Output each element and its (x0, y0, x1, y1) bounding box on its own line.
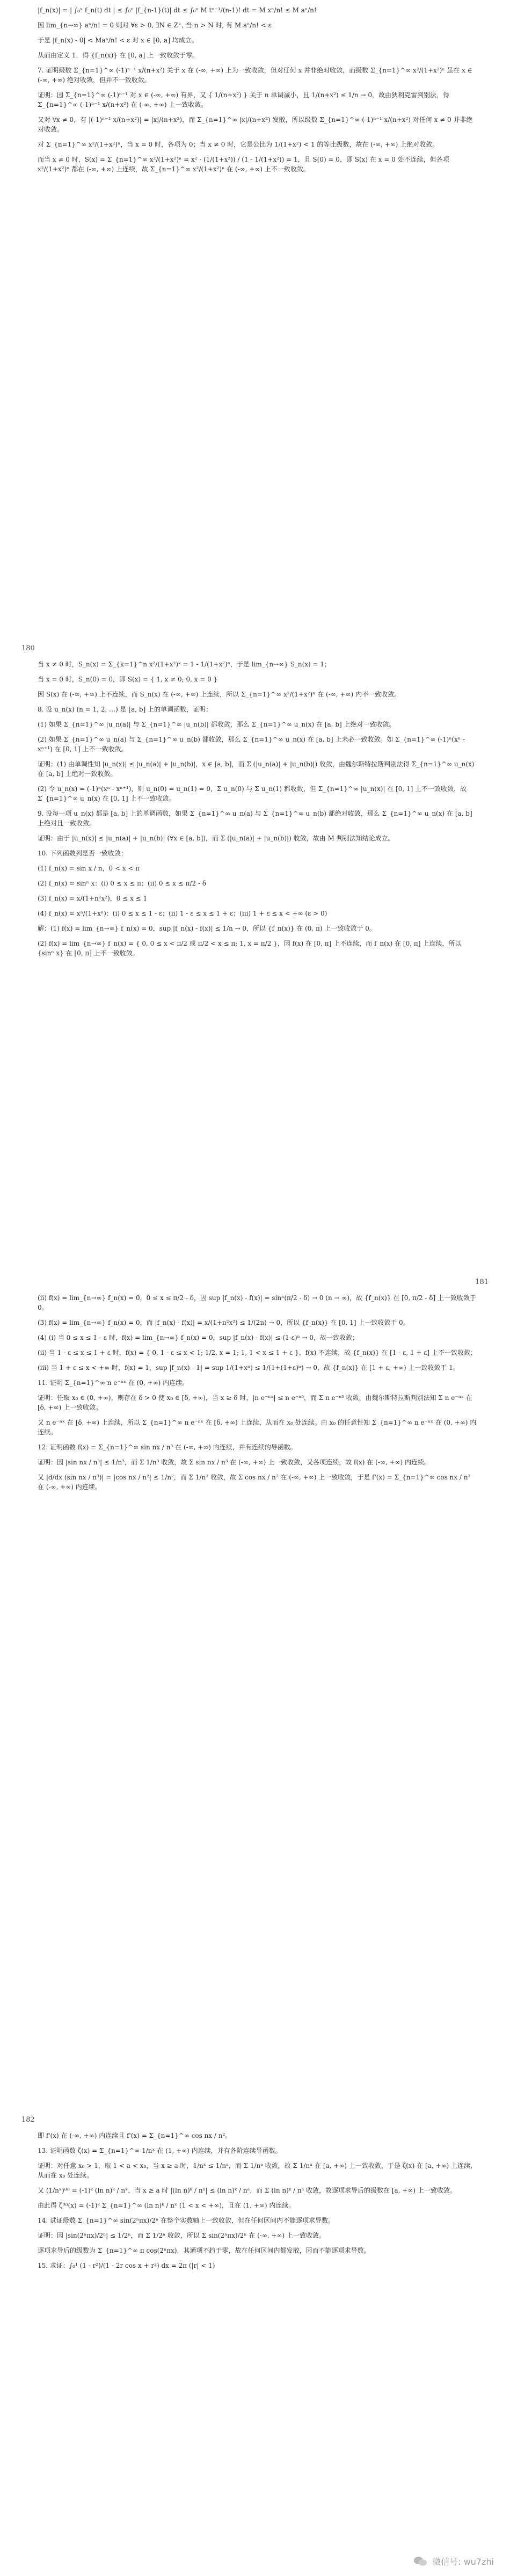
paragraph: 10. 下列函数列是否一致收敛： (38, 850, 127, 857)
paragraph: 证明：由于 |u_n(x)| ≤ |u_n(a)| + |u_n(b)| (∀x ∈ [a, b])，而 Σ (|u_n(a)| + |u_n(b)|) 收敛，故由 M 判别法知结论成立。 (38, 835, 395, 842)
paragraph: 证明：因 |sin(2ⁿπx)/2ⁿ| ≤ 1/2ⁿ，而 Σ 1/2ⁿ 收敛，所以 Σ sin(2ⁿπx)/2ⁿ 在 (-∞, +∞) 上一致收敛。 (38, 2232, 326, 2239)
paragraph: 因 lim_{n→∞} aⁿ/n! = 0 则对 ∀ε > 0, ∃N ∈ Z⁺, 当 n > N 时, 有 M aⁿ/n! < ε (38, 21, 272, 29)
paragraph: (1) 如果 Σ_{n=1}^∞ |u_n(a)| 与 Σ_{n=1}^∞ |u_n(b)| 都收敛，那么 Σ_{n=1}^∞ u_n(x) 在 [a, b] 上绝对一致收敛。 (38, 721, 396, 728)
paragraph: (2) 如果 Σ_{n=1}^∞ u_n(a) 与 Σ_{n=1}^∞ u_n(b) 都收敛，那么 Σ_{n=1}^∞ u_n(x) 在 [a, b] 上未必一致收敛。如 Σ_{n=1}^∞ (-1)ⁿ(xⁿ - xⁿ⁺¹) 在 [0, 1] 上不一致收敛。 (38, 736, 467, 753)
paragraph: 又对 ∀x ≠ 0，有 |(-1)ⁿ⁻¹ x/(n+x²)| = |x|/(n+x²)，而 Σ_{n=1}^∞ |x|/(n+x²) 发散，所以级数 Σ_{n=1}^∞ (-1)ⁿ⁻¹ x/(n+x²) 对任何 x ≠ 0 并非绝对收敛。 (38, 116, 473, 133)
paragraph: |f_n(x)| = | ∫₀ˣ f_n(t) dt | ≤ ∫₀ˣ |f_{n-1}(t)| dt ≤ ∫₀ˣ M tⁿ⁻¹/(n-1)! dt = M xⁿ/n! ≤ M aⁿ/n! (38, 6, 317, 14)
page-181 (0, 1278, 510, 1815)
paragraph: 11. 证明 Σ_{n=1}^∞ n e⁻ⁿˣ 在 (0, +∞) 内连续。 (38, 1379, 189, 1387)
page-181-content (38, 1293, 478, 1497)
paragraph: 证明：任取 x₀ ∈ (0, +∞)，则存在 δ > 0 使 x₀ ∈ [δ, +∞)，当 x ≥ δ 时，|n e⁻ⁿˣ| ≤ n e⁻ⁿᵟ，而 Σ n e⁻ⁿᵟ 收敛，由魏尔斯特拉斯判别法知 Σ n e⁻ⁿˣ 在 [δ, +∞) 上一致收敛。 (38, 1394, 475, 1411)
paragraph: 解：(1) f(x) = lim_{n→∞} f_n(x) = 0，sup |f_n(x) - f(x)| ≤ 1/n → 0，所以 {f_n(x)} 在 (0, π) 上一致收敛于 0。 (38, 925, 376, 932)
paragraph: 15. 求证：∫₀¹ (1 - r²)/(1 - 2r cos x + r²) dx = 2π (|r| < 1) (38, 2262, 215, 2269)
watermark-text: 微信号: wu7zhi (432, 2557, 494, 2567)
paragraph: 对 Σ_{n=1}^∞ x²/(1+x²)ⁿ，当 x = 0 时，各项为 0；当 x ≠ 0 时，它是公比为 1/(1+x²) < 1 的等比级数，故在 (-∞, +∞) 上绝对收敛。 (38, 141, 439, 148)
paragraph: 8. 设 u_n(x) (n = 1, 2, …) 是 [a, b] 上的单调函数，证明： (38, 706, 213, 713)
paragraph: 13. 证明函数 ζ(x) = Σ_{n=1}^∞ 1/nˣ 在 (1, +∞) 内连续，并有各阶连续导函数。 (38, 2147, 282, 2154)
page-1 (0, 0, 510, 462)
paragraph: 又 |d/dx (sin nx / n³)| = |cos nx / n²| ≤ 1/n²，而 Σ 1/n² 收敛，故 Σ cos nx / n² 在 (-∞, +∞) 上一致收敛，于是 f'(x) = Σ_{n=1}^∞ cos nx / n² 在 (-∞, +∞) 内连续。 (38, 1474, 473, 1491)
paragraph: 又 n e⁻ⁿˣ 在 [δ, +∞) 上连续，所以 Σ_{n=1}^∞ n e⁻ⁿˣ 在 [δ, +∞) 上连续，从而在 x₀ 处连续。由 x₀ 的任意性知 Σ_{n=1}^∞ n e⁻ⁿˣ 在 (0, +∞) 内连续。 (38, 1419, 477, 1436)
page-180 (0, 644, 510, 1235)
page-number: 181 (475, 1278, 489, 1286)
paragraph: 7. 证明级数 Σ_{n=1}^∞ (-1)ⁿ⁻¹ x/(n+x²) 关于 x 在 (-∞, +∞) 上为一致收敛，但对任何 x 并非绝对收敛，而级数 Σ_{n=1}^∞ x²/(1+x²)ⁿ 虽在 x ∈ (-∞, +∞) 绝对收敛，但并不一致收敛。 (38, 67, 475, 84)
paragraph: (2) f(x) = lim_{n→∞} f_n(x) = { 0, 0 ≤ x < π/2 或 π/2 < x ≤ π; 1, x = π/2 }，因 f(x) 在 [0, π] 上不连续，而 f_n(x) 在 [0, π] 上连续，所以 {sinⁿ x} 在 [0, π] 上不一致收敛。 (38, 940, 464, 957)
paragraph: 因 S(x) 在 (-∞, +∞) 上不连续，而 S_n(x) 在 (-∞, +∞) 上连续，所以 Σ_{n=1}^∞ x²/(1+x²)ⁿ 在 (-∞, +∞) 内不一致收敛。 (38, 691, 400, 698)
page-number: 180 (21, 644, 35, 652)
paragraph: (1) f_n(x) = sin x / n，0 < x < π (38, 865, 140, 872)
paragraph: 证明：因 |sin nx / n³| ≤ 1/n³，而 Σ 1/n³ 收敛，故 Σ sin nx / n³ 在 (-∞, +∞) 上一致收敛，又各项连续，故 f(x) 在 (-∞, +∞) 内连续。 (38, 1458, 431, 1466)
paragraph: 证明：因 Σ_{n=1}^∞ (-1)ⁿ⁻¹ 对 x ∈ (-∞, +∞) 有界，又 { 1/(n+x²) } 关于 n 单调减小，且 1/(n+x²) ≤ 1/n → 0，故由狄利克雷判别法，得 Σ_{n=1}^∞ (-1)ⁿ⁻¹ x/(n+x²) 在 (-∞, +∞) 上一致收敛。 (38, 91, 451, 108)
page-1-content (38, 5, 478, 179)
paragraph: (ii) 当 1 - ε ≤ x ≤ 1 + ε 时，f(x) = { 0, 1 - ε ≤ x < 1; 1/2, x = 1; 1, 1 < x ≤ 1 + ε }，f(x) 不连续，故 {f_n(x)} 在 [1 - ε, 1 + ε] 上不一致收敛； (38, 1349, 477, 1356)
paragraph: 证明：对任意 x₀ > 1，取 1 < a < x₀，当 x ≥ a 时，1/nˣ ≤ 1/nᵃ，而 Σ 1/nᵃ 收敛，故 Σ 1/nˣ 在 [a, +∞) 上一致收敛，于是 ζ(x) 在 [a, +∞) 上连续，从而在 x₀ 处连续。 (38, 2162, 477, 2179)
paragraph: (2) f_n(x) = sinⁿ x：(i) 0 ≤ x ≤ π；(ii) 0 ≤ x ≤ π/2 - δ (38, 880, 207, 887)
paragraph: 12. 证明函数 f(x) = Σ_{n=1}^∞ sin nx / n³ 在 (-∞, +∞) 内连续，并有连续的导函数。 (38, 1443, 297, 1451)
page-182-content (38, 2131, 478, 2276)
paragraph: 由此得 ζ⁽ᵏ⁾(x) = (-1)ᵏ Σ_{n=1}^∞ (ln n)ᵏ / nˣ (1 < x < +∞)，且在 (1, +∞) 内连续。 (38, 2202, 295, 2209)
paragraph: 证明：(1) 由单调性知 |u_n(x)| ≤ |u_n(a)| + |u_n(b)|，x ∈ [a, b]，而 Σ (|u_n(a)| + |u_n(b)|) 收敛，由魏尔斯特拉斯判别法得 Σ_{n=1}^∞ u_n(x) 在 [a, b] 上绝对一致收敛。 (38, 760, 477, 778)
paragraph: (4) (i) 当 0 ≤ x ≤ 1 - ε 时，f(x) = lim_{n→∞} f_n(x) = 0，sup |f_n(x) - f(x)| ≤ (1-ε)ⁿ → 0，故一致收敛； (38, 1334, 359, 1341)
paragraph: 而当 x ≠ 0 时，S(x) = Σ_{n=1}^∞ x²/(1+x²)ⁿ = x² · (1/(1+x²)) / (1 - 1/(1+x²)) = 1，且 S(0) = 0，即 S(x) 在 x = 0 处不连续，但各项 x²/(1+x²)ⁿ 都在 (-∞, +∞) 上连续，故 Σ_{n=1}^∞ x²/(1+x²)ⁿ 在 (-∞, +∞) 上不一致收敛。 (38, 156, 451, 173)
paragraph: (ii) f(x) = lim_{n→∞} f_n(x) = 0，0 ≤ x ≤ π/2 - δ，因 sup |f_n(x) - f(x)| = sinⁿ(π/2 - δ) → 0 (n → ∞)，故 {f_n(x)} 在 [0, π/2 - δ] 上一致收敛于 0。 (38, 1294, 478, 1311)
paragraph: 当 x = 0 时，S_n(0) = 0，即 S(x) = { 1, x ≠ 0; 0, x = 0 } (38, 676, 218, 683)
page-number: 182 (21, 2116, 35, 2124)
paragraph: 当 x ≠ 0 时，S_n(x) = Σ_{k=1}^n x²/(1+x²)ᵏ = 1 - 1/(1+x²)ⁿ，于是 lim_{n→∞} S_n(x) = 1； (38, 661, 331, 668)
paragraph: 逐项求导后的级数为 Σ_{n=1}^∞ π cos(2ⁿπx)，其通项不趋于零，故在任何区间内都发散，因而不能逐项求导数。 (38, 2247, 370, 2254)
wechat-icon (414, 2556, 428, 2567)
paragraph: (3) f_n(x) = x/(1+n²x²)，0 ≤ x ≤ 1 (38, 895, 148, 902)
paragraph: 14. 试证级数 Σ_{n=1}^∞ sin(2ⁿπx)/2ⁿ 在整个实数轴上一致收敛，但在任何区间内不能逐项求导数。 (38, 2217, 335, 2224)
paragraph: (iii) 当 1 + ε ≤ x < +∞ 时，f(x) = 1，sup |f_n(x) - 1| = sup 1/(1+xⁿ) ≤ 1/(1+(1+ε)ⁿ) → 0，故 {f_n(x)} 在 [1 + ε, +∞) 上一致收敛于 1。 (38, 1364, 460, 1372)
paragraph: (2) 令 u_n(x) = (-1)ⁿ(xⁿ - xⁿ⁺¹)，则 u_n(0) = u_n(1) = 0，Σ u_n(0) 与 Σ u_n(1) 都收敛，但 Σ_{n=1}^∞ |u_n(x)| 在 [0, 1] 上不一致收敛，故 Σ_{n=1}^∞ u_n(x) 在 [0, 1] 上不一致收敛。 (38, 785, 469, 802)
page-182 (0, 2116, 510, 2576)
paragraph: 即 f'(x) 在 (-∞, +∞) 内连续且 f'(x) = Σ_{n=1}^∞ cos nx / n²。 (38, 2132, 232, 2139)
paragraph: 又 (1/nˣ)⁽ᵏ⁾ = (-1)ᵏ (ln n)ᵏ / nˣ，当 x ≥ a 时 |(ln n)ᵏ / nˣ| ≤ (ln n)ᵏ / nᵃ，而 Σ (ln n)ᵏ / nᵃ 收敛，故逐项求导后的级数在 [a, +∞) 上一致收敛。 (38, 2187, 456, 2194)
page-180-content (38, 659, 478, 963)
paragraph: 于是 |f_n(x) - 0| < Maⁿ/n! < ε 对 x ∈ [0, a] 均成立。 (38, 37, 198, 44)
paragraph: 从而由定义 1，得 {f_n(x)} 在 [0, a] 上一致收敛于零。 (38, 52, 199, 59)
paragraph: (4) f_n(x) = xⁿ/(1+xⁿ)：(i) 0 ≤ x ≤ 1 - ε；(ii) 1 - ε ≤ x ≤ 1 + ε；(iii) 1 + ε ≤ x < +∞ (ε > 0) (38, 910, 327, 917)
paragraph: (3) f(x) = lim_{n→∞} f_n(x) = 0，而 |f_n(x) - f(x)| = x/(1+n²x²) ≤ 1/(2n) → 0，所以 {f_n(x)} 在 [0, 1] 上一致收敛于 0。 (38, 1319, 410, 1326)
watermark (414, 2555, 494, 2567)
paragraph: 9. 设每一项 u_n(x) 都是 [a, b] 上的单调函数，如果 Σ_{n=1}^∞ u_n(a) 与 Σ_{n=1}^∞ u_n(b) 都绝对收敛，那么 Σ_{n=1}^∞ u_n(x) 在 [a, b] 上绝对且一致收敛。 (38, 810, 475, 827)
